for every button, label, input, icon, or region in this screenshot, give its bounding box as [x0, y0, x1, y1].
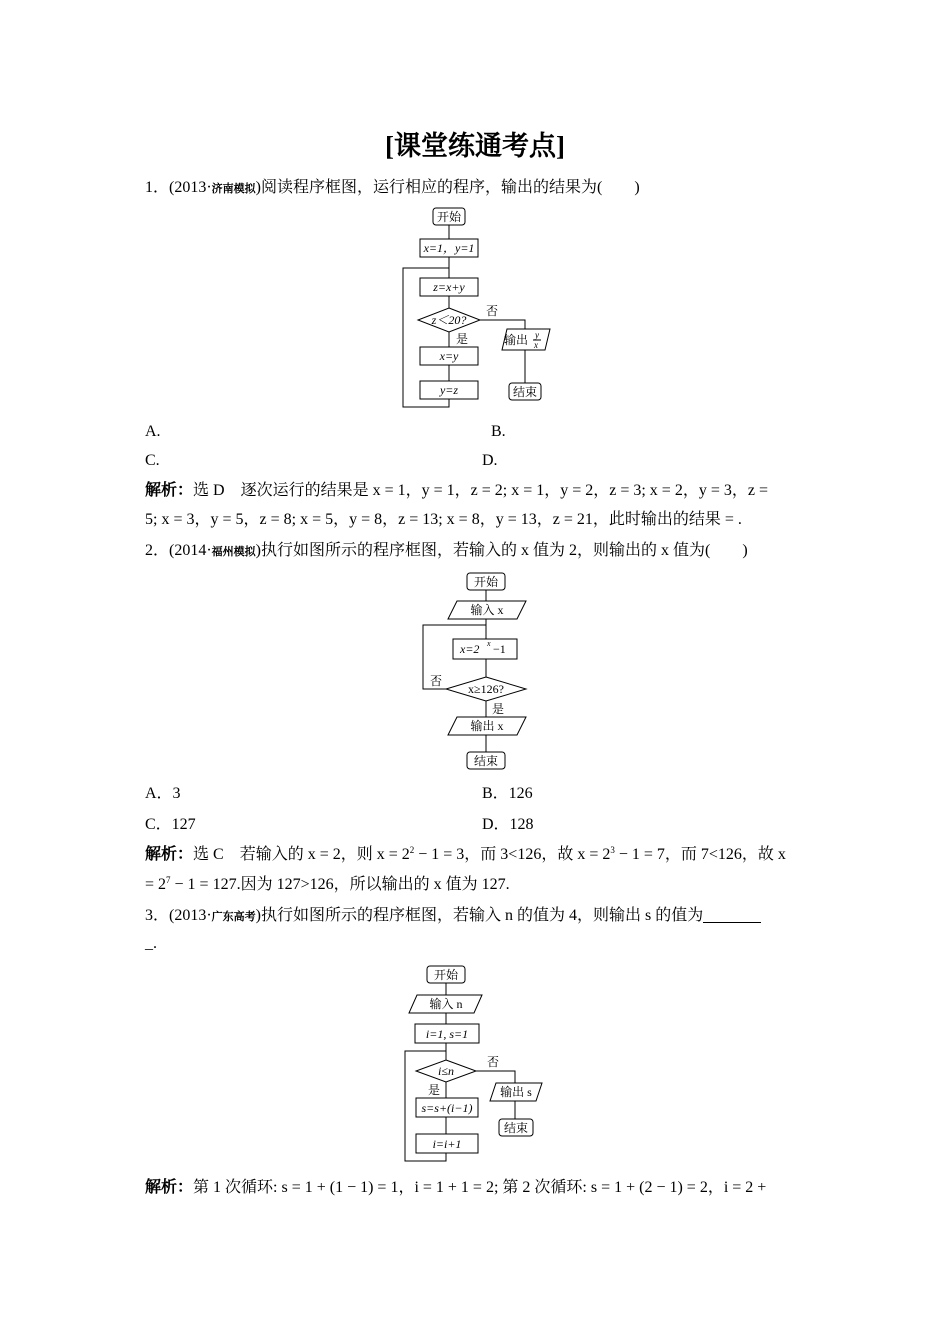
svg-text:输入 n: 输入 n: [429, 997, 463, 1011]
svg-text:是: 是: [456, 332, 469, 346]
option-d: D.: [482, 452, 498, 469]
svg-text:x=y: x=y: [439, 349, 459, 363]
solution-3-line-1: 解析：第 1 次循环: s = 1 + (1 − 1) = 1，i = 1 + 1 = 2; 第 2 次循环: s = 1 + (2 − 1) = 2，i = 2 +: [145, 1179, 767, 1196]
svg-text:y=z: y=z: [439, 383, 459, 397]
svg-text:s=s+(i−1): s=s+(i−1): [421, 1101, 473, 1115]
svg-text:结束: 结束: [503, 1121, 529, 1135]
question-3-stem-tail: _.: [145, 935, 157, 952]
svg-text:输出: 输出: [504, 333, 529, 347]
svg-text:x=2: x=2: [460, 642, 480, 656]
svg-text:是: 是: [492, 702, 505, 716]
flowchart-2: [420, 570, 540, 775]
answer-blank: [703, 906, 761, 923]
svg-text:开始: 开始: [473, 575, 499, 589]
option-a: A.: [145, 423, 161, 440]
question-number: 2．: [145, 542, 170, 559]
page-title: [课堂练通考点]: [385, 131, 565, 161]
question-text: 执行如图所示的程序框图，若输入的 x 值为 2，则输出的 x 值为( ): [261, 542, 748, 559]
svg-text:z＜20?: z＜20?: [431, 313, 467, 327]
option-c: C.: [145, 452, 160, 469]
question-3-stem: 3．(2013·广东高考)执行如图所示的程序框图，若输入 n 的值为 4，则输出 s 的值为: [145, 906, 761, 927]
question-source: 福州模拟: [211, 546, 256, 558]
solution-label: 解析：: [145, 482, 194, 499]
svg-text:i≤n: i≤n: [438, 1064, 454, 1078]
svg-text:x≥126?: x≥126?: [468, 682, 504, 696]
option-c: C．127: [145, 816, 196, 833]
question-text: 阅读程序框图，运行相应的程序，输出的结果为( ): [261, 179, 640, 196]
svg-text:结束: 结束: [512, 385, 538, 399]
question-2-stem: 2．(2014·福州模拟)执行如图所示的程序框图，若输入的 x 值为 2，则输出的 x 值为( ): [145, 542, 748, 559]
svg-text:否: 否: [487, 1055, 500, 1069]
svg-text:x: x: [487, 639, 491, 648]
svg-text:开始: 开始: [433, 968, 459, 982]
svg-text:i=1, s=1: i=1, s=1: [425, 1027, 469, 1041]
svg-text:y: y: [535, 330, 539, 340]
question-source: 济南模拟: [211, 183, 256, 195]
svg-text:i=i+1: i=i+1: [432, 1137, 462, 1151]
solution-1-line-2: 5; x = 3，y = 5，z = 8; x = 5，y = 8，z = 13; x = 8，y = 13，z = 21，此时输出的结果 = .: [145, 511, 742, 528]
svg-text:否: 否: [486, 304, 499, 318]
question-source: 广东高考: [211, 911, 256, 923]
solution-2-line-1: 解析：选 C 若输入的 x = 2，则 $x = 2^2 - 1 = 3$，而 3<126，故 $x = 2^3 - 1 = 7$，而 7<126，故 x: [145, 845, 786, 863]
question-number: 1．: [145, 179, 170, 196]
flowchart-3: [400, 963, 550, 1168]
svg-text:开始: 开始: [436, 210, 462, 224]
solution-2-line-2: = $2^7 - 1 = 127$.因为 127>126，所以输出的 x 值为 127.: [145, 875, 510, 893]
flowchart-1: [400, 205, 570, 415]
svg-text:输出 s: 输出 s: [500, 1085, 532, 1099]
option-a: A．3: [145, 785, 181, 802]
svg-text:否: 否: [430, 674, 443, 688]
option-d: D．128: [482, 816, 534, 833]
svg-text:是: 是: [428, 1083, 441, 1097]
question-1-stem: 1．(2013·济南模拟)阅读程序框图，运行相应的程序，输出的结果为( ): [145, 179, 640, 196]
svg-text:结束: 结束: [473, 754, 499, 768]
option-b: B.: [491, 423, 506, 440]
svg-text:输出 x: 输出 x: [470, 719, 504, 733]
svg-text:−1: −1: [493, 642, 506, 656]
question-number: 3．: [145, 907, 170, 924]
solution-label: 解析：: [145, 846, 194, 863]
option-b: B．126: [482, 785, 533, 802]
question-text: 执行如图所示的程序框图，若输入 n 的值为 4，则输出 s 的值为: [261, 907, 704, 924]
solution-1-line-1: 解析：选 D 逐次运行的结果是 x = 1，y = 1，z = 2; x = 1，y = 2，z = 3; x = 2，y = 3，z =: [145, 482, 768, 499]
svg-text:z=x+y: z=x+y: [433, 280, 465, 294]
solution-label: 解析：: [145, 1179, 194, 1196]
svg-text:输入 x: 输入 x: [470, 603, 504, 617]
svg-text:x: x: [534, 340, 538, 350]
svg-text:x=1，y=1: x=1，y=1: [423, 241, 475, 255]
